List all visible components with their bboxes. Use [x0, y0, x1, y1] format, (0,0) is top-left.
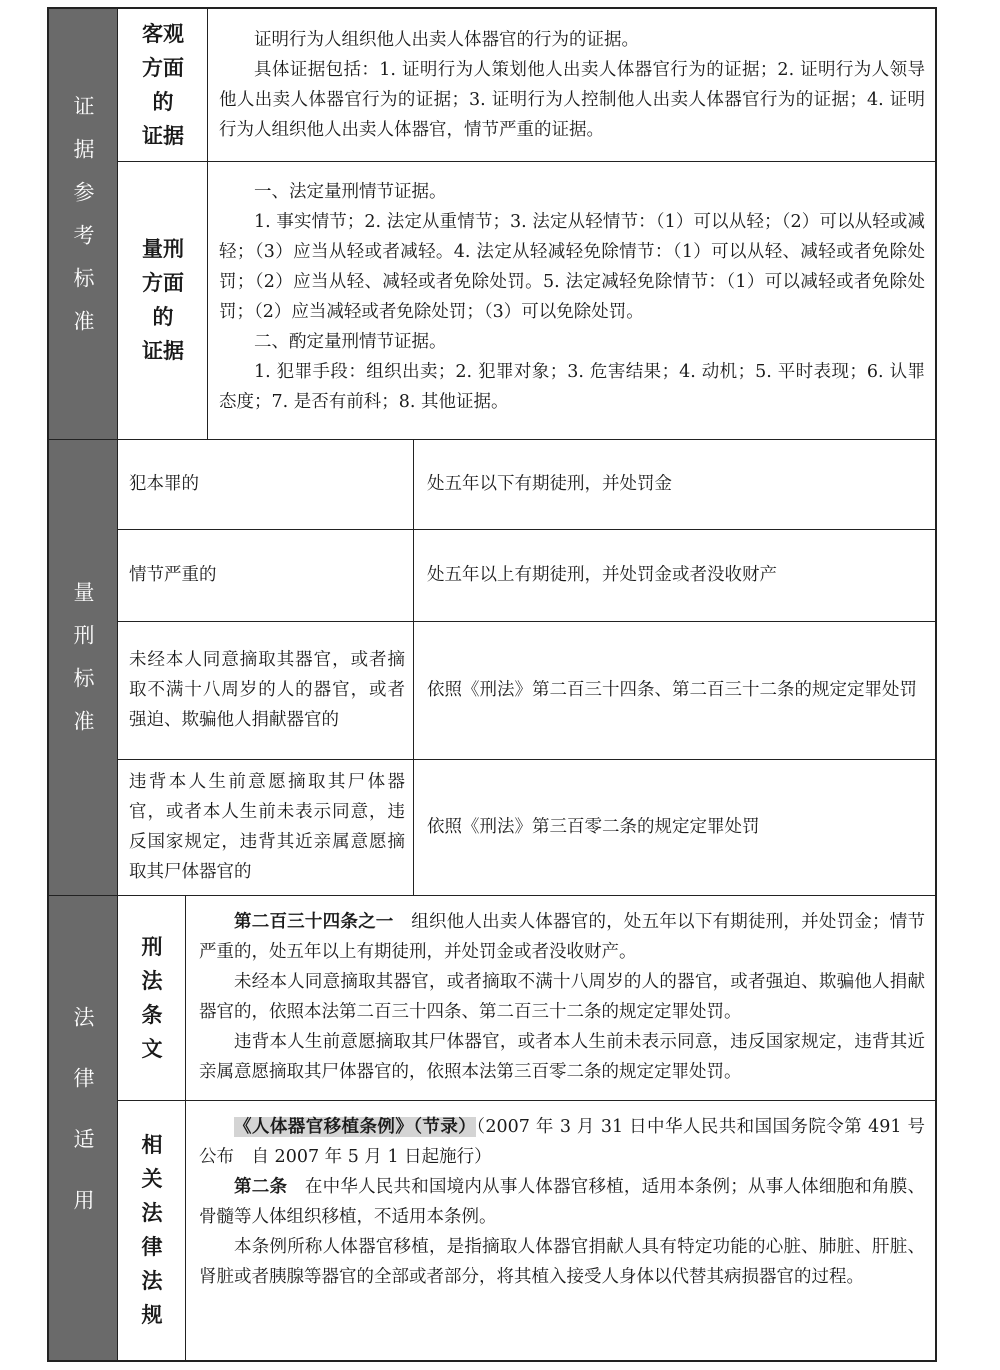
label-line: 证据: [142, 124, 184, 148]
label-line: 关: [141, 1167, 163, 1191]
paragraph: 一、法定量刑情节证据。: [254, 182, 447, 202]
sentencing-condition: [129, 439, 401, 529]
divider: [117, 1100, 937, 1101]
section-evidence-label: 证据参考标准: [71, 95, 95, 353]
sentencing-condition: [129, 759, 405, 895]
article-text: 组织他人出卖人体器官的，处五年以下有期徒刑，并处罚金；情节严重的，处五年以上有期徒刑，并处罚金或者没收财产。: [199, 912, 926, 962]
condition-text: 违背本人生前意愿摘取其尸体器官，或者本人生前未表示同意，违反国家规定，违背其近亲属意愿摘取其尸体器官的: [129, 772, 405, 882]
regulations-text: [199, 1112, 925, 1292]
label-line: 法: [141, 1201, 163, 1225]
paragraph: 违背本人生前意愿摘取其尸体器官，或者本人生前未表示同意，违反国家规定，违背其近亲属意愿摘取其尸体器官的，依照本法第三百零二条的规定定罪处罚。: [199, 1032, 925, 1082]
label-line: 律: [141, 1235, 163, 1259]
condition-text: 犯本罪的: [129, 474, 199, 494]
label-line: 量刑: [142, 237, 184, 261]
label-line: 客观: [142, 22, 184, 46]
paragraph: 未经本人同意摘取其器官，或者摘取不满十八周岁的人的器官，或者强迫、欺骗他人捐献器官的，依照本法第二百三十四条、第二百三十二条的规定定罪处罚。: [199, 972, 925, 1022]
label-line: 的: [152, 305, 174, 329]
label-line: 的: [152, 90, 174, 114]
label-line: 方面: [142, 56, 184, 80]
divider: [413, 439, 414, 895]
main-table: [47, 7, 937, 1362]
penalty-text: 处五年以下有期徒刑，并处罚金: [427, 474, 672, 494]
divider: [207, 9, 208, 439]
label-line: 条: [141, 1002, 163, 1027]
paragraph: 证明行为人组织他人出卖人体器官的行为的证据。: [254, 30, 639, 50]
penalty-text: 依照《刑法》第二百三十四条、第二百三十二条的规定定罪处罚: [427, 680, 917, 700]
sentencing-penalty: [427, 529, 927, 621]
condition-text: 未经本人同意摘取其器官，或者摘取不满十八周岁的人的器官，或者强迫、欺骗他人捐献器官的: [129, 650, 405, 730]
paragraph: [199, 1112, 925, 1172]
sentencing-evidence-label: [119, 161, 207, 439]
paragraph: 1. 犯罪手段：组织出卖；2. 犯罪对象；3. 危害结果；4. 动机；5. 平时表现；6. 认罪态度；7. 是否有前科；8. 其他证据。: [219, 362, 925, 412]
label-line: 规: [141, 1303, 163, 1327]
sentencing-penalty: [427, 621, 927, 759]
article-text: 在中华人民共和国境内从事人体器官移植，适用本条例；从事人体细胞和角膜、骨髓等人体组织移植，不适用本条例。: [199, 1177, 925, 1227]
sentencing-condition: [129, 529, 401, 621]
regulation-meta: （2007 年 3 月 31 日中华人民共和国国务院令第 491 号公布 自 2007 年 5 月 1 日起施行）: [199, 1117, 926, 1167]
label-line: 法: [141, 968, 163, 993]
criminal-law-text: [199, 907, 925, 1087]
section-sentencing-label: 量刑标准: [71, 581, 95, 753]
section-law: [49, 895, 117, 1360]
sentencing-condition: [129, 621, 405, 759]
criminal-law-label: [119, 895, 185, 1100]
label-line: 刑: [141, 934, 163, 959]
label-line: 文: [141, 1036, 163, 1061]
paragraph: [199, 907, 925, 967]
article-title: 第二条: [234, 1177, 288, 1197]
label-line: 相: [141, 1133, 163, 1157]
condition-text: 情节严重的: [129, 565, 217, 585]
penalty-text: 依照《刑法》第三百零二条的规定定罪处罚: [427, 817, 760, 837]
regulation-title: 《人体器官移植条例》（节录）: [234, 1117, 477, 1137]
related-regulations-label: [119, 1100, 185, 1360]
sentencing-penalty: [427, 759, 927, 895]
penalty-text: 处五年以上有期徒刑，并处罚金或者没收财产: [427, 565, 777, 585]
paragraph: 二、酌定量刑情节证据。: [254, 332, 447, 352]
paragraph: 本条例所称人体器官移植，是指摘取人体器官捐献人具有特定功能的心脏、肺脏、肝脏、肾脏或者胰腺等器官的全部或者部分，将其植入接受人身体以代替其病损器官的过程。: [199, 1237, 925, 1287]
paragraph: 具体证据包括：1. 证明行为人策划他人出卖人体器官行为的证据；2. 证明行为人领导他人出卖人体器官行为的证据；3. 证明行为人控制他人出卖人体器官行为的证据；4. 证明行为人组织他人出卖人体器官，情节严重的证据。: [219, 60, 925, 140]
paragraph: 1. 事实情节；2. 法定从重情节；3. 法定从轻情节：（1）可以从轻；（2）可以从轻或减轻；（3）应当从轻或者减轻。4. 法定从轻减轻免除情节：（1）可以从轻、减轻或者免除处罚；（2）应当从轻、减轻或者免除处罚。5. 法定减轻免除情节：（1）可以减轻或者免除处罚；（2）应当减轻或者免除处罚；（3）可以免除处罚。: [219, 212, 925, 322]
section-evidence: [49, 9, 117, 439]
section-law-label: 法律适用: [71, 1005, 95, 1250]
paragraph: [199, 1172, 925, 1232]
objective-evidence-text: [219, 25, 925, 145]
sentencing-evidence-text: [219, 177, 925, 417]
sentencing-penalty: [427, 439, 927, 529]
divider: [117, 161, 937, 162]
divider: [117, 9, 118, 1360]
label-line: 法: [141, 1269, 163, 1293]
label-line: 证据: [142, 339, 184, 363]
article-title: 第二百三十四条之一: [234, 912, 394, 932]
section-sentencing: [49, 439, 117, 895]
label-line: 方面: [142, 271, 184, 295]
divider: [185, 895, 186, 1360]
objective-evidence-label: [119, 9, 207, 161]
